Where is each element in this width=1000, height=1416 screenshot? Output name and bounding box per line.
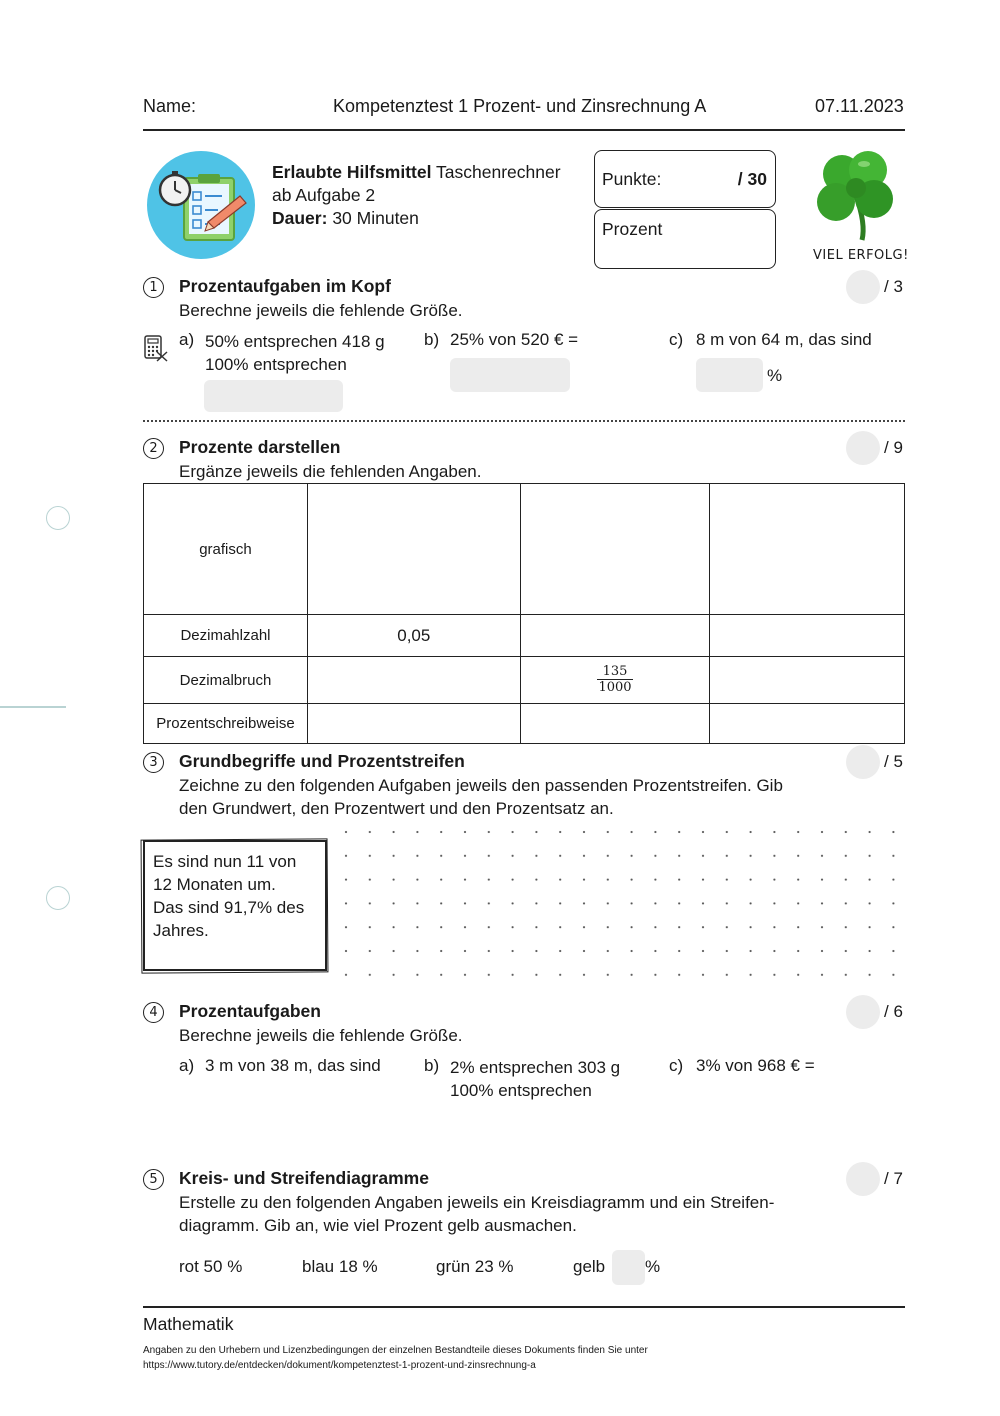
task5-subtitle-line2: diagramm. Gib an, wie viel Prozent gelb ausmachen.	[179, 1216, 577, 1235]
task5-gruen: grün 23 %	[436, 1257, 514, 1276]
task3-box-line2: 12 Monaten um.	[153, 875, 276, 894]
percent-box	[594, 209, 776, 269]
task3-points: / 5	[884, 752, 903, 771]
punch-hole-top	[46, 506, 70, 530]
calculator-crossed-icon	[143, 334, 169, 362]
row-label-prozent: Prozentschreibweise	[144, 704, 308, 744]
task4-b-text	[450, 1056, 620, 1102]
table-row-grafisch	[144, 484, 905, 615]
task1-c-unit: %	[767, 366, 783, 385]
task5-rot: rot 50 %	[179, 1257, 243, 1276]
percent-representation-table	[143, 483, 905, 744]
duration-text: 30 Minuten	[332, 208, 419, 228]
task1-c-text: 8 m von 64 m, das sind	[696, 330, 872, 349]
task4-number: 4	[143, 1002, 164, 1023]
task3-statement-box	[143, 840, 327, 971]
task3-box-line4: Jahres.	[153, 921, 209, 940]
task4-score-field[interactable]	[846, 995, 880, 1029]
fraction	[597, 664, 632, 695]
clover-icon	[806, 144, 906, 244]
cell-grafisch-3[interactable]	[710, 484, 905, 615]
cell-decimal-value: 0,05	[307, 615, 520, 657]
task4-a-label: a)	[179, 1056, 195, 1075]
good-luck-text: VIEL ERFOLG!	[813, 248, 909, 263]
task5-title: Kreis- und Streifendiagramme	[179, 1168, 429, 1188]
footer-license-url[interactable]: https://www.tutory.de/entdecken/dokument/kompetenztest-1-prozent-und-zinsrechnung-a	[143, 1359, 536, 1371]
task1-points: / 3	[884, 277, 903, 296]
task1-a-label: a)	[179, 330, 195, 349]
task4-title: Prozentaufgaben	[179, 1001, 321, 1021]
punch-hole-bottom	[46, 886, 70, 910]
tools-text: Taschenrechner	[436, 162, 561, 182]
task1-score-field[interactable]	[846, 270, 880, 304]
points-label: Punkte:	[602, 169, 662, 189]
cell-prozent-2[interactable]	[520, 704, 710, 744]
cell-dezimalbruch-1[interactable]	[307, 657, 520, 704]
tools-line2: ab Aufgabe 2	[272, 185, 376, 205]
fold-mark	[0, 706, 66, 708]
task1-c-answer-field[interactable]	[696, 358, 763, 392]
document-date: 07.11.2023	[815, 96, 904, 116]
task5-subtitle-line1: Erstelle zu den folgenden Angaben jeweils ein Kreisdiagramm und ein Streifen-	[179, 1193, 775, 1212]
table-row-prozent	[144, 704, 905, 744]
task3-title: Grundbegriffe und Prozentstreifen	[179, 751, 465, 771]
row-label-dezimalzahl: Dezimahlzahl	[144, 615, 308, 657]
task1-a-answer-field[interactable]	[204, 380, 343, 412]
task5-gelb-unit: %	[645, 1257, 661, 1276]
name-label: Name:	[143, 96, 197, 116]
header-rule	[143, 129, 905, 131]
points-box	[594, 150, 776, 208]
points-total: / 30	[737, 169, 767, 189]
task3-subtitle-line2: den Grundwert, den Prozentwert und den Prozentsatz an.	[179, 799, 614, 818]
cell-prozent-3[interactable]	[710, 704, 905, 744]
task1-b-answer-field[interactable]	[450, 358, 570, 392]
task1-title: Prozentaufgaben im Kopf	[179, 276, 391, 296]
task5-gelb-answer-field[interactable]	[612, 1250, 645, 1285]
footer-rule	[143, 1306, 905, 1308]
cell-prozent-1[interactable]	[307, 704, 520, 744]
row-label-dezimalbruch: Dezimalbruch	[144, 657, 308, 704]
task2-subtitle: Ergänze jeweils die fehlenden Angaben.	[179, 462, 482, 481]
fraction-denominator: 1000	[598, 680, 632, 695]
task4-c-text: 3% von 968 € =	[696, 1056, 815, 1075]
task1-b-label: b)	[424, 330, 440, 349]
task3-subtitle-line1: Zeichne zu den folgenden Aufgaben jeweils den passenden Prozentstreifen. Gib	[179, 776, 783, 795]
cell-grafisch-2[interactable]	[520, 484, 710, 615]
task4-b-label: b)	[424, 1056, 440, 1075]
dot-grid-drawing-area[interactable]	[340, 826, 906, 982]
task1-number: 1	[143, 277, 164, 298]
cell-grafisch-1[interactable]	[307, 484, 520, 615]
task4-b-line1: 2% entsprechen 303 g	[450, 1058, 621, 1077]
table-row-dezimalzahl	[144, 615, 905, 657]
fraction-numerator: 135	[602, 664, 628, 679]
task3-subtitle	[179, 774, 839, 820]
document-title: Kompetenztest 1 Prozent- und Zinsrechnung A	[333, 96, 707, 116]
cell-fraction	[520, 657, 710, 704]
footer-license-line1: Angaben zu den Urhebern und Lizenzbedingungen der einzelnen Bestandteile dieses Dokuments finden Sie unter	[143, 1345, 648, 1356]
tools-label: Erlaubte Hilfsmittel	[272, 162, 432, 182]
task4-subtitle: Berechne jeweils die fehlende Größe.	[179, 1026, 463, 1045]
task1-c-label: c)	[669, 330, 684, 349]
cell-dezimalzahl-3[interactable]	[710, 615, 905, 657]
task2-points: / 9	[884, 438, 903, 457]
cell-dezimalbruch-3[interactable]	[710, 657, 905, 704]
task5-number: 5	[143, 1169, 164, 1190]
task4-b-line2: 100% entsprechen	[450, 1081, 592, 1100]
task1-a-line2: 100% entsprechen	[205, 355, 347, 374]
percent-label: Prozent	[602, 219, 663, 239]
task3-box-line3: Das sind 91,7% des	[153, 898, 305, 917]
task2-title: Prozente darstellen	[179, 437, 341, 457]
task2-score-field[interactable]	[846, 431, 880, 465]
task1-a-text	[205, 330, 385, 376]
task5-score-field[interactable]	[846, 1162, 880, 1196]
task2-number: 2	[143, 438, 164, 459]
cell-dezimalzahl-2[interactable]	[520, 615, 710, 657]
footer-subject: Mathematik	[143, 1314, 234, 1334]
task4-points: / 6	[884, 1002, 903, 1021]
task5-blau: blau 18 %	[302, 1257, 378, 1276]
task5-gelb: gelb	[573, 1257, 606, 1276]
task4-c-label: c)	[669, 1056, 684, 1075]
task3-number: 3	[143, 752, 164, 773]
task1-a-line1: 50% entsprechen 418 g	[205, 332, 385, 351]
section-divider	[143, 420, 905, 422]
task5-subtitle	[179, 1191, 839, 1237]
info-text	[272, 161, 592, 230]
task3-score-field[interactable]	[846, 745, 880, 779]
duration-label: Dauer:	[272, 208, 328, 228]
table-row-dezimalbruch	[144, 657, 905, 704]
task1-b-text: 25% von 520 € =	[450, 330, 579, 349]
footer-license	[143, 1344, 648, 1373]
task1-subtitle: Berechne jeweils die fehlende Größe.	[179, 301, 463, 320]
task5-points: / 7	[884, 1169, 903, 1188]
row-label-grafisch: grafisch	[144, 484, 308, 615]
task4-a-text: 3 m von 38 m, das sind	[205, 1056, 381, 1075]
clipboard-timer-icon	[146, 150, 256, 260]
task3-box-line1: Es sind nun 11 von	[153, 852, 297, 871]
